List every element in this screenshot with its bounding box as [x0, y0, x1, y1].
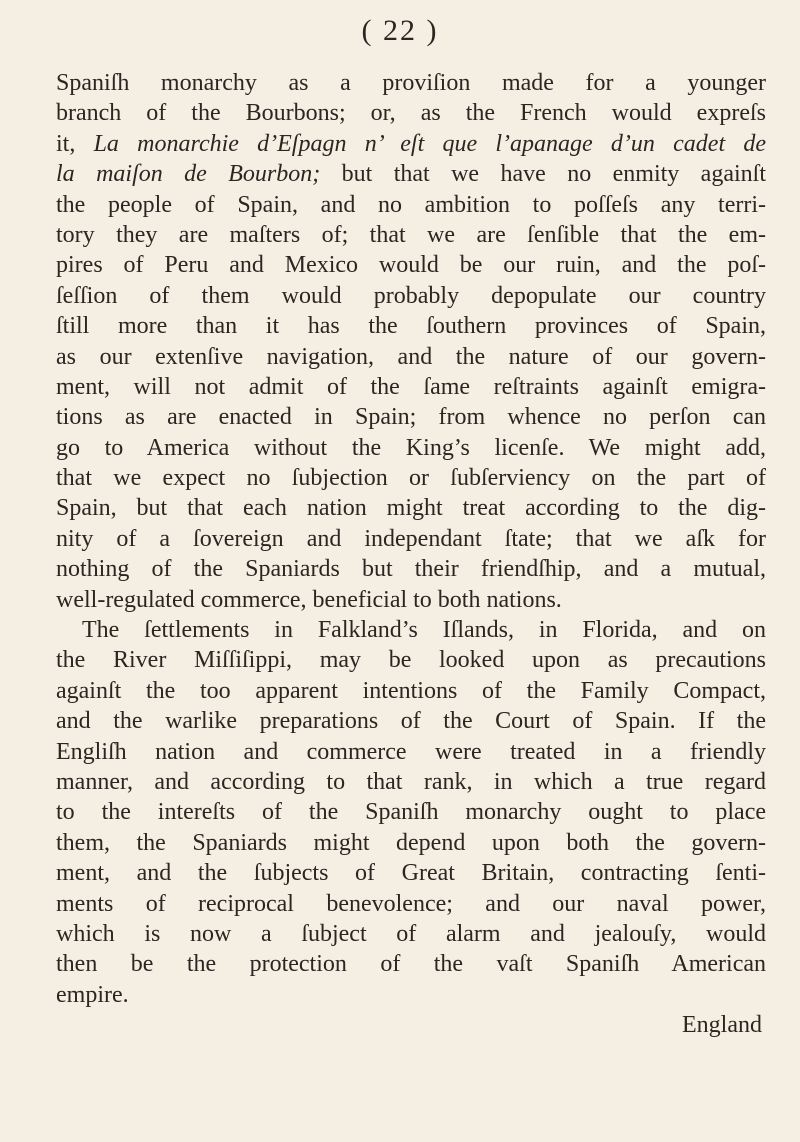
text-line: well-regulated commerce, beneficial to both nations.: [56, 586, 562, 613]
text-line: the River Miſſiſippi, may be looked upon as precautions: [56, 647, 766, 674]
text-line: as our extenſive navigation, and the nature of our govern-: [56, 343, 766, 370]
text-line: branch of the Bourbons; or, as the French would expreſs: [56, 100, 766, 127]
text-line: tions as are enacted in Spain; from whence no perſon can: [56, 404, 766, 431]
text-line: Spaniſh monarchy as a proviſion made for a younger: [56, 70, 766, 96]
text-line: which is now a ſubject of alarm and jealouſy, would: [56, 920, 766, 947]
page-number: ( 22 ): [361, 14, 439, 47]
text-line: ment, and the ſubjects of Great Britain, contracting ſenti-: [56, 860, 766, 887]
text-line: The ſettlements in Falkland’s Iſlands, in Florida, and on: [82, 617, 766, 644]
text-line: ment, will not admit of the ſame reſtraints againſt emigra-: [56, 373, 766, 400]
text-line: nothing of the Spaniards but their friendſhip, and a mutual,: [56, 556, 766, 583]
text-line: nity of a ſovereign and independant ſtate; that we aſk for: [56, 525, 766, 552]
catchword: England: [682, 1012, 762, 1039]
text-line: tory they are maſters of; that we are ſenſible that the em-: [56, 221, 766, 248]
text-line: go to America without the King’s licenſe. We might add,: [56, 434, 766, 461]
text-line: ments of reciprocal benevolence; and our naval power,: [56, 890, 766, 917]
text-line: the people of Spain, and no ambition to poſſeſs any terri-: [56, 191, 766, 218]
text-line: them, the Spaniards might depend upon both the govern-: [56, 829, 766, 856]
text-line: that we expect no ſubjection or ſubſerviency on the part of: [56, 465, 766, 492]
text-line: Engliſh nation and commerce were treated in a friendly: [56, 738, 766, 765]
text-line: pires of Peru and Mexico would be our ruin, and the poſ-: [56, 252, 766, 279]
text-line: and the warlike preparations of the Court of Spain. If the: [56, 708, 766, 735]
text-line: ſeſſion of them would probably depopulate our country: [56, 282, 766, 309]
text-line: Spain, but that each nation might treat according to the dig-: [56, 495, 766, 522]
text-line: empire.: [56, 981, 129, 1008]
text-line: then be the protection of the vaſt Spaniſh American: [56, 951, 766, 978]
text-line: la maiſon de Bourbon; but that we have no enmity againſt: [56, 161, 766, 188]
text-line: againſt the too apparent intentions of the Family Compact,: [56, 677, 766, 704]
text-line: it, La monarchie d’Eſpagn n’ eſt que l’apanage d’un cadet de: [56, 130, 766, 157]
text-line: ſtill more than it has the ſouthern provinces of Spain,: [56, 313, 766, 340]
text-line: to the intereſts of the Spaniſh monarchy ought to place: [56, 799, 766, 826]
text-line: manner, and according to that rank, in which a true regard: [56, 768, 766, 795]
body-text: [56, 68, 766, 1041]
